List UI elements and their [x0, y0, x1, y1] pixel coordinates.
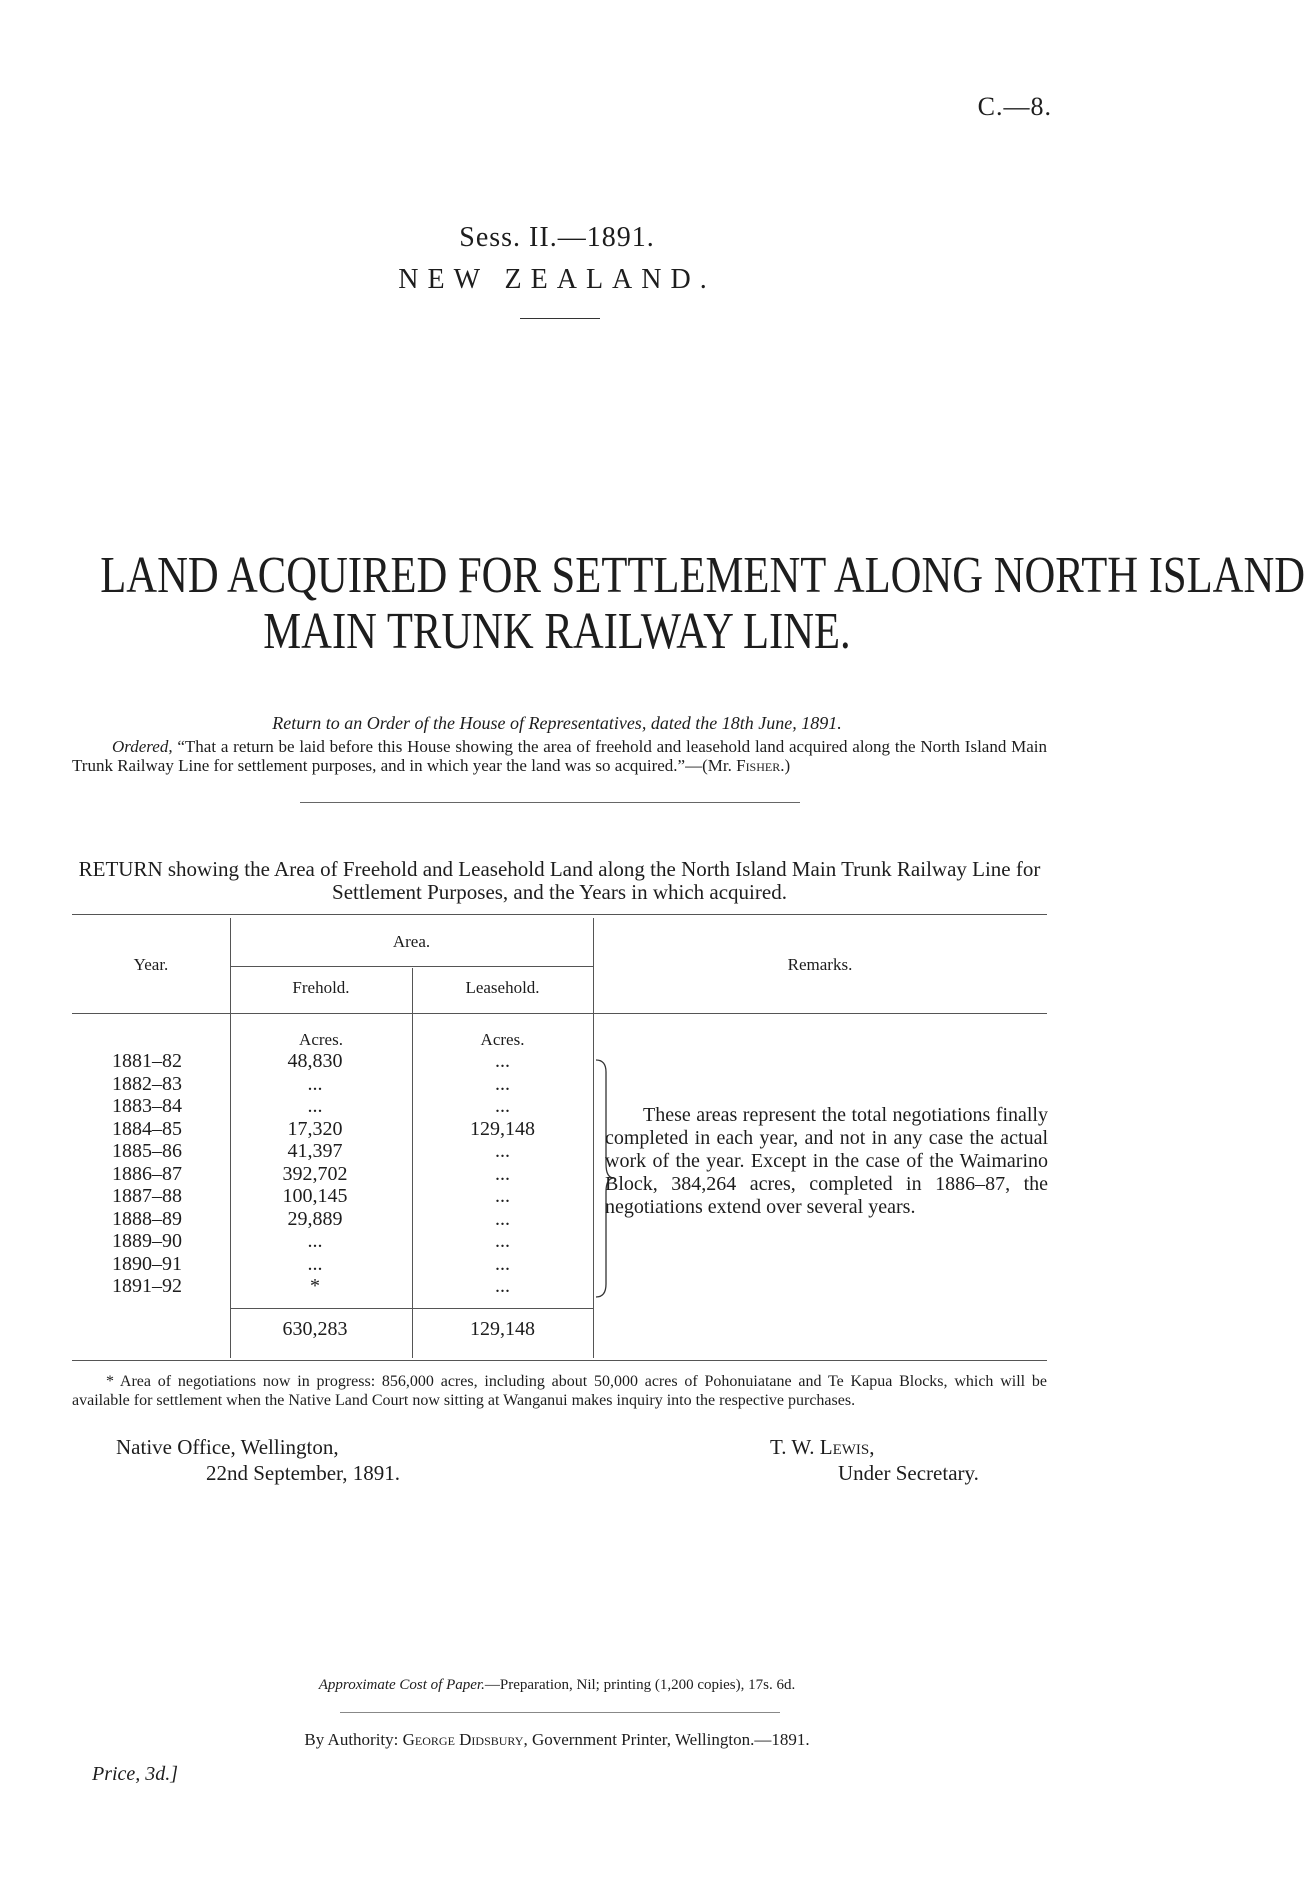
table-cell-leasehold: ...: [495, 1072, 510, 1095]
table-cell-freehold: 100,145: [282, 1185, 348, 1207]
table-cell-freehold: 41,397: [287, 1140, 343, 1162]
table-title: RETURN showing the Area of Freehold and Leasehold Land along the North Island Main Trunk Railway Line for Settlement Purposes, and the Years in which acquired.: [78, 857, 1041, 904]
cost-text: —Preparation, Nil; printing (1,200 copies), 17s. 6d.: [484, 1677, 796, 1693]
leasehold-column: [412, 1050, 593, 1298]
header-remarks: Remarks.: [787, 955, 853, 974]
table-cell-leasehold: ...: [495, 1140, 510, 1162]
footnote: * Area of negotiations now in progress: 856,000 acres, including about 50,000 acres of Pohonuiatane and Te Kapua Blocks, which will be available for settlement when the Native Land Court now sitting at Wanganui makes inquiry into the respective purchases.: [72, 1373, 1047, 1409]
table-cell-freehold: ...: [307, 1072, 323, 1095]
table-cell-freehold: 29,889: [287, 1207, 343, 1230]
table-cell-year: 1890–91: [112, 1252, 182, 1275]
table-cell-leasehold: ...: [495, 1050, 510, 1072]
table-cell-freehold: ...: [307, 1230, 323, 1252]
authority-prefix: By Authority:: [304, 1730, 403, 1749]
table-cell-year: 1884–85: [112, 1117, 182, 1140]
remarks-text: These areas represent the total negotiations finally completed in each year, and not in any case the actual work of the year. Except in the case of the Waimarino Block, 384,264 acres, completed in 1886–87, the negotiations extend over several years.: [605, 1104, 1048, 1218]
table-cell-year: 1891–92: [112, 1275, 182, 1297]
total-freehold: 630,283: [282, 1318, 348, 1340]
table-cell-year: 1888–89: [112, 1207, 182, 1230]
authority-suffix: , Government Printer, Wellington.—1891.: [523, 1730, 810, 1749]
table-cell-leasehold: 129,148: [470, 1117, 535, 1140]
country-label: NEW ZEALAND.: [398, 264, 716, 295]
header-freehold: Frehold.: [292, 978, 350, 997]
table-cell-year: 1883–84: [112, 1095, 182, 1117]
order-mover: Fisher: [736, 756, 781, 775]
title-line-1: LAND ACQUIRED FOR SETTLEMENT ALONG NORTH ISLAND: [100, 547, 1305, 604]
area-divider-rule: [230, 966, 593, 967]
order-close: .): [780, 756, 791, 775]
header-year: Year.: [133, 955, 169, 974]
table-cell-freehold: ...: [307, 1095, 323, 1117]
table-cell-year: 1885–86: [112, 1140, 182, 1162]
cost-line: [0, 1677, 1114, 1694]
order-paragraph: [72, 737, 1047, 775]
authority-line: [0, 1730, 1114, 1750]
header-bottom-rule: [72, 1013, 1047, 1014]
table-cell-freehold: *: [310, 1275, 320, 1297]
year-column: [112, 1050, 222, 1298]
date-line: 22nd September, 1891.: [206, 1461, 400, 1485]
unit-leasehold: Acres.: [480, 1030, 525, 1049]
table-cell-year: 1889–90: [112, 1230, 182, 1252]
table-cell-freehold: ...: [307, 1252, 323, 1275]
signatory-name: [770, 1435, 875, 1460]
table-cell-year: 1881–82: [112, 1050, 182, 1072]
ordered-word: Ordered,: [112, 737, 173, 756]
signatory-name-text: T. W. Lewis,: [770, 1435, 875, 1459]
cost-label: Approximate Cost of Paper.: [318, 1677, 485, 1693]
return-order-line: Return to an Order of the House of Representatives, dated the 18th June, 1891.: [272, 713, 842, 733]
document-title: [100, 547, 1305, 661]
document-number: C.—8.: [977, 92, 1052, 121]
table-bottom-rule: [72, 1360, 1047, 1361]
table-cell-leasehold: ...: [495, 1095, 510, 1117]
freehold-column: [230, 1050, 400, 1298]
office-line: Native Office, Wellington,: [116, 1435, 339, 1459]
title-line-2: MAIN TRUNK RAILWAY LINE.: [263, 603, 851, 661]
table-cell-leasehold: ...: [495, 1230, 510, 1252]
table-cell-freehold: 48,830: [287, 1050, 343, 1072]
table-cell-leasehold: ...: [495, 1185, 510, 1207]
table-cell-year: 1887–88: [112, 1185, 182, 1207]
table-cell-leasehold: ...: [495, 1162, 510, 1185]
table-cell-year: 1882–83: [112, 1072, 182, 1095]
table-cell-leasehold: ...: [495, 1252, 510, 1275]
price-label: Price, 3d.]: [92, 1763, 179, 1785]
table-top-rule: [72, 914, 1047, 915]
printer-name: George Didsbury: [402, 1730, 524, 1749]
total-leasehold: 129,148: [470, 1318, 535, 1340]
session-label: Sess. II.—1891.: [459, 222, 655, 253]
table-cell-year: 1886–87: [112, 1162, 182, 1185]
header-leasehold: Leasehold.: [465, 978, 540, 997]
header-rule: [520, 318, 600, 319]
signatory-role: Under Secretary.: [838, 1461, 979, 1485]
table-cell-freehold: 392,702: [282, 1162, 348, 1185]
order-text: “That a return be laid before this House showing the area of freehold and leasehold land acquired along the North Island Main Trunk Railway Line for settlement purposes, and in which year the land was so acquired.”—(Mr.: [72, 737, 1047, 775]
header-area: Area.: [392, 932, 431, 951]
printing-rule: [340, 1712, 780, 1713]
table-cell-leasehold: ...: [495, 1207, 510, 1230]
unit-freehold: Acres.: [299, 1030, 343, 1049]
table-cell-freehold: 17,320: [287, 1117, 343, 1140]
table-cell-leasehold: ...: [495, 1275, 510, 1297]
order-rule: [300, 802, 800, 803]
